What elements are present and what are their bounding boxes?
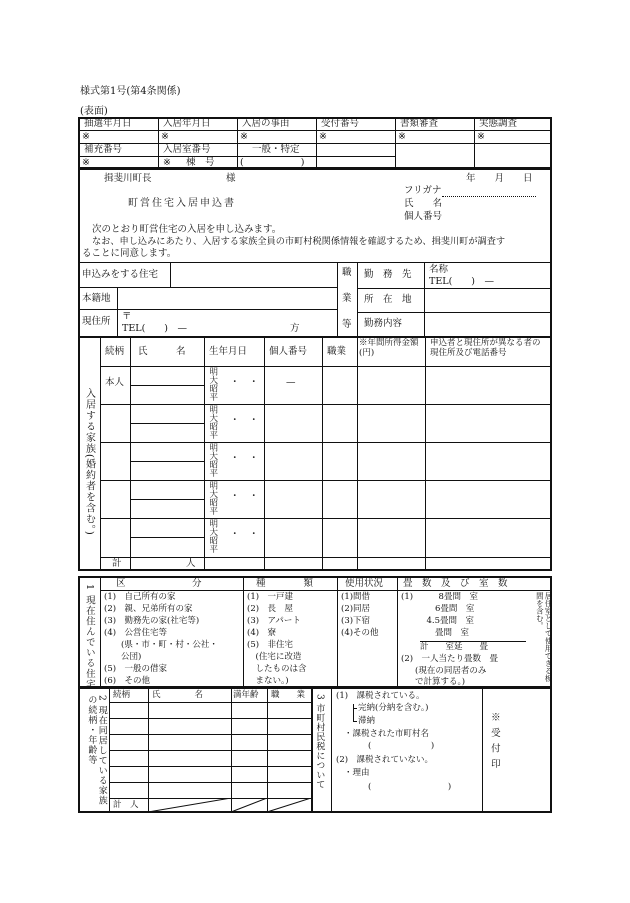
- housing-label: 申込みをする住宅: [82, 269, 159, 280]
- kojin-dash: —: [286, 377, 296, 388]
- kubun-1: (1) 自己所有の家: [104, 592, 176, 602]
- hdr-doc-review: 書類審査: [400, 118, 439, 129]
- job-content-label: 勤務内容: [364, 318, 403, 329]
- shokugyo-1: 職: [342, 267, 352, 278]
- hdr-inspection: 実態調査: [479, 118, 518, 129]
- hdr-supplement-no: 補充番号: [84, 144, 123, 155]
- shurui-1: (1) 一戸建: [247, 592, 294, 602]
- mark: ※: [82, 131, 90, 142]
- name-label: 氏 名: [404, 198, 443, 209]
- workplace-label: 勤 務 先: [364, 269, 412, 280]
- shurui-3: (3) アパート: [247, 616, 301, 626]
- hdr-move-in-date: 入居年月日: [163, 118, 211, 129]
- shurui-5c: まない。): [247, 676, 289, 686]
- per-person: (2) 一人当たり畳数 畳: [401, 654, 499, 664]
- kata-label: 方: [290, 323, 300, 334]
- col-income: ※年間所得金額(円): [359, 338, 419, 358]
- mark: ※: [319, 131, 327, 142]
- tax-l1: (1) 課税されている。: [336, 691, 425, 701]
- total-row-strikes: [148, 798, 312, 813]
- mark: ※: [82, 157, 90, 168]
- current-side-label: 1 現在住んでいる住宅: [83, 584, 95, 690]
- rooms-4: 畳間 室: [401, 628, 470, 638]
- hdr-receipt-no: 受付番号: [321, 118, 360, 129]
- kubun-2: (2) 親、兄弟所有の家: [104, 604, 193, 614]
- shurui-4: (4) 寮: [247, 628, 277, 638]
- application-title: 町営住宅入居申込書: [128, 198, 236, 209]
- kubun-4a: (県・市・町・村・公社・: [104, 640, 218, 650]
- kubun-3: (3) 勤務先の家(社宅等): [104, 616, 200, 626]
- mark: ※: [163, 157, 171, 168]
- shurui-5: (5) 非住宅: [247, 640, 294, 650]
- era-row-1: 明大昭平: [207, 367, 218, 401]
- tax-l5: ( ): [368, 741, 435, 751]
- intro-line-1: 次のとおり町営住宅の入居を申し込みます。: [92, 224, 282, 235]
- era-row-3: 明大昭平: [207, 443, 218, 477]
- kubun-4: (4) 公営住宅等: [104, 628, 168, 638]
- era-row-5: 明大昭平: [207, 519, 218, 553]
- cohabit-total: 計 人: [113, 800, 139, 810]
- workplace-name-label: 名称: [429, 264, 449, 275]
- dob-dots-2: ・ ・: [230, 415, 259, 426]
- col-job: 職業: [327, 346, 347, 357]
- h-shurui: 種 類: [256, 578, 314, 589]
- col-other-address: 申込者と現住所が異なる者の現住所及び電話番号: [430, 338, 541, 358]
- shurui-5b: したものは含: [247, 664, 307, 674]
- shurui-2: (2) 長 屋: [247, 604, 294, 614]
- intro-line-2: なお、申し込みにあたり、入居する家族全員の市町村税関係情報を確認するため、揖斐川町が調査す: [92, 236, 506, 247]
- family-side-label: 入居する家族(婚約者を含む。): [83, 388, 95, 536]
- tax-l7: ・理由: [344, 768, 370, 778]
- side-label: (表面): [80, 106, 108, 117]
- total-unit: 人: [186, 558, 196, 569]
- cohabit-col-rel: 続柄: [113, 690, 131, 700]
- tax-l6: (2) 課税されていない。: [336, 755, 434, 765]
- dob-dots-5: ・ ・: [230, 529, 259, 540]
- shiyo-4: (4)その他: [341, 628, 379, 638]
- rooms-vert-note: 居住室として使用できる板間を含む。: [535, 592, 553, 682]
- kubun-4b: 公団): [104, 652, 142, 662]
- building-no-label: 棟 号: [186, 157, 215, 168]
- reason-paren: ( ): [240, 157, 305, 168]
- col-rel: 続柄: [105, 346, 125, 357]
- tax-l4: ・課税された市町村名: [344, 729, 430, 739]
- hdr-lottery-date: 抽選年月日: [84, 118, 132, 129]
- tax-l3: 滞納: [358, 716, 376, 726]
- current-address-label: 現住所: [82, 316, 111, 327]
- postal-mark: 〒: [122, 311, 132, 322]
- per-note-2: で計算する。): [415, 677, 466, 687]
- per-note-1: (現在の同居者のみ: [415, 666, 487, 676]
- hdr-room-no: 入居室番号: [163, 144, 211, 155]
- shokugyo-3: 等: [342, 319, 352, 330]
- rooms-total: 計 室延 畳: [420, 642, 489, 652]
- rooms-2: 6畳間 室: [401, 604, 475, 614]
- mark: ※: [398, 131, 406, 142]
- kojin-label: 個人番号: [404, 211, 443, 222]
- workplace-tel-label: TEL( ) —: [429, 276, 494, 287]
- kubun-6: (6) その他: [104, 676, 151, 686]
- hdr-reason: 入居の事由: [242, 118, 290, 129]
- era-row-2: 明大昭平: [207, 405, 218, 439]
- h-shiyo: 使用状況: [345, 578, 384, 589]
- cohabit-side-label: 2 現在同居している家族の続柄・年齢等: [86, 695, 107, 806]
- dob-dots-4: ・ ・: [230, 491, 259, 502]
- tax-l2: 完納(分納を含む。): [358, 703, 429, 713]
- shiyo-3: (3)下宿: [341, 616, 371, 626]
- honseki-label: 本籍地: [82, 293, 111, 304]
- col-kojin: 個人番号: [269, 346, 308, 357]
- sama: 様: [226, 173, 236, 184]
- rooms-1: (1) 8畳間 室: [401, 592, 478, 602]
- era-row-4: 明大昭平: [207, 481, 218, 515]
- shiyo-2: (2)同居: [341, 604, 371, 614]
- h-rooms: 畳 数 及 び 室 数: [403, 578, 508, 589]
- kubun-5: (5) 一般の借家: [104, 664, 168, 674]
- dob-dots-3: ・ ・: [230, 453, 259, 464]
- total-label: 計: [112, 558, 122, 569]
- date-label: 年 月 日: [466, 173, 533, 184]
- intro-line-3: ることに同意します。: [82, 248, 177, 259]
- cohabit-col-name: 氏 名: [152, 690, 204, 700]
- tel-label: TEL( ) —: [122, 323, 187, 334]
- form-title: 様式第1号(第4条関係): [80, 86, 181, 97]
- addressee: 揖斐川町長: [104, 173, 152, 184]
- tax-side-label: 3 市町村民税について: [314, 694, 325, 790]
- shokugyo-2: 業: [342, 293, 352, 304]
- cohabit-col-age: 満年齢: [233, 690, 259, 700]
- mark: ※: [477, 131, 485, 142]
- mark: ※: [161, 131, 169, 142]
- shurui-5a: (住宅に改造: [247, 652, 302, 662]
- mark: ※: [240, 131, 248, 142]
- receipt-stamp-label: ※受付印: [488, 712, 500, 774]
- reason-option: 一般・特定: [252, 144, 300, 155]
- col-name: 氏 名: [138, 346, 186, 357]
- dob-dots-1: ・ ・: [230, 377, 259, 388]
- first-rel: 本人: [105, 377, 125, 388]
- rooms-3: 4.5畳間 室: [401, 616, 475, 626]
- col-dob: 生年月日: [209, 346, 248, 357]
- h-kubun: 区 分: [116, 578, 202, 589]
- cohabit-col-job: 職 業: [271, 690, 306, 700]
- tax-l8: ( ): [368, 782, 452, 792]
- shiyo-1: (1)間借: [341, 592, 371, 602]
- furigana-label: フリガナ: [404, 185, 442, 196]
- location-label: 所 在 地: [364, 294, 412, 305]
